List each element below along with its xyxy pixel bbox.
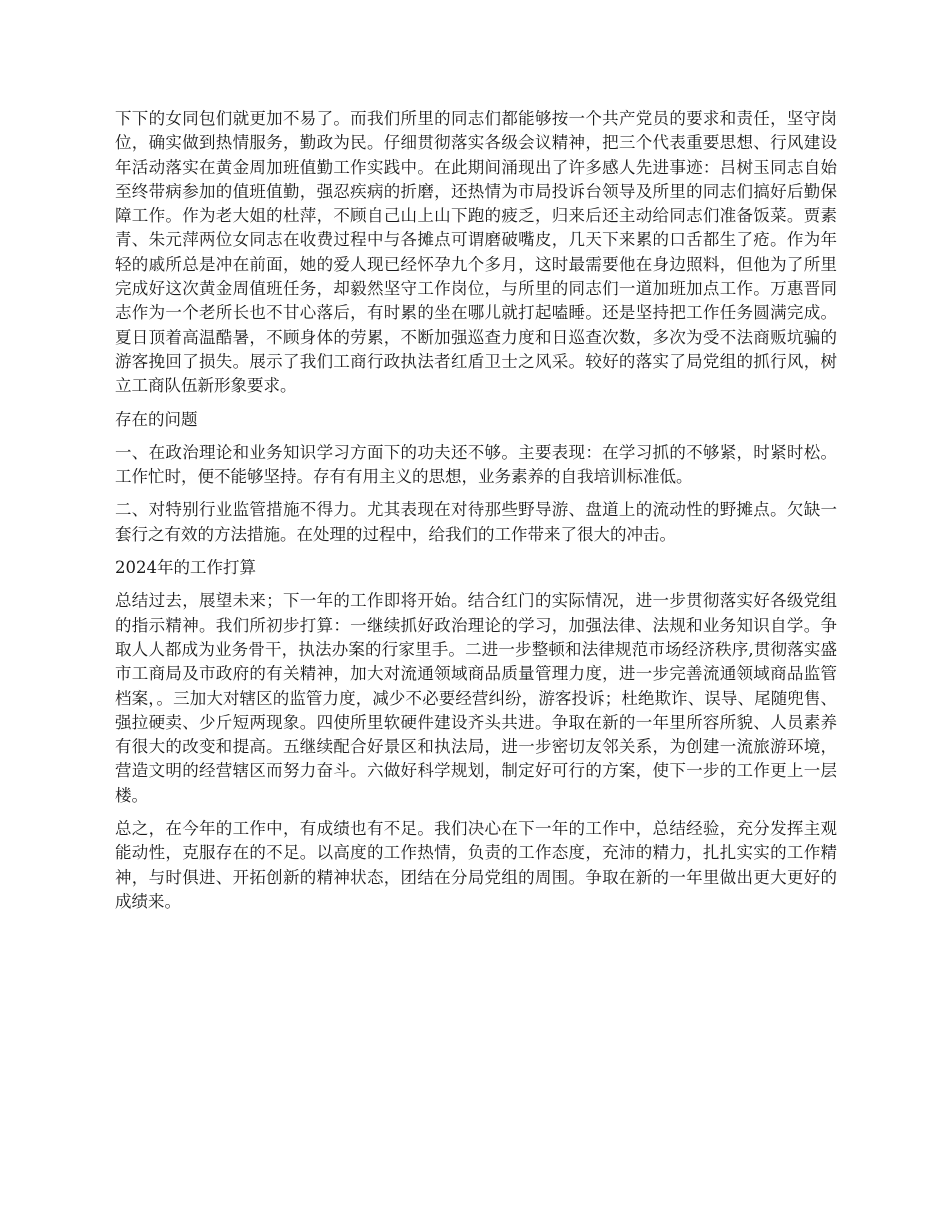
paragraph-problem-2: 二、对特别行业监管措施不得力。尤其表现在对待那些野导游、盘道上的流动性的野摊点。欠缺一套行之有效的方法措施。在处理的过程中，给我们的工作带来了很大的冲击。 (115, 500, 837, 544)
paragraph-conclusion: 总之，在今年的工作中，有成绩也有不足。我们决心在下一年的工作中，总结经验，充分发挥主观能动性，克服存在的不足。以高度的工作热情，负责的工作态度，充沛的精力，扎扎实实的工作精神，与时俱进、开拓创新的精神状态，团结在分局党组的周围。争取在新的一年里做出更大更好的成绩来。 (115, 819, 837, 911)
paragraph-problem-1: 一、在政治理论和业务知识学习方面下的功夫还不够。主要表现：在学习抓的不够紧，时紧时松。工作忙时，便不能够坚持。存有有用主义的思想，业务素养的自我培训标准低。 (115, 442, 837, 487)
section-heading-plan: 2024年的工作打算 (115, 558, 256, 578)
paragraph-achievements: 下下的女同包们就更加不易了。而我们所里的同志们都能够按一个共产党员的要求和责任，坚守岗位，确实做到热情服务，勤政为民。仔细贯彻落实各级会议精神，把三个代表重要思想、行风建设年活动落实在黄金周加班值勤工作实践中。在此期间涌现出了许多感人先进事迹：吕树玉同志自始至终带病参加的值班值勤，强忍疾病的折磨，还热情为市局投诉台领导及所里的同志们搞好后勤保障工作。作为老大姐的杜萍，不顾自己山上山下跑的疲乏，归来后还主动给同志们准备饭菜。贾素青、朱元萍两位女同志在收费过程中与各摊点可谓磨破嘴皮，几天下来累的口舌都生了疮。作为年轻的戚所总是冲在前面，她的爱人现已经怀孕九个多月，这时最需要他在身边照料，但他为了所里完成好这次黄金周值班任务，却毅然坚守工作岗位，与所里的同志们一道加班加点工作。万惠晋同志作为一个老所长也不甘心落后，有时累的坐在哪儿就打起嗑睡。还是坚持把工作任务圆满完成。夏日顶着高温酷暑，不顾身体的劳累，不断加强巡查力度和日巡查次数，多次为受不法商贩坑骗的游客挽回了损失。展示了我们工商行政执法者红盾卫士之风采。较好的落实了局党组的抓行风，树立工商队伍新形象要求。 (115, 109, 837, 396)
document-body (115, 107, 837, 923)
section-heading-problems: 存在的问题 (115, 409, 198, 429)
paragraph-plan: 总结过去，展望未来；下一年的工作即将开始。结合红门的实际情况，进一步贯彻落实好各级党组的指示精神。我们所初步打算：一继续抓好政治理论的学习，加强法律、法规和业务知识自学。争取人人都成为业务骨干，执法办案的行家里手。二进一步整顿和法律规范市场经济秩序,贯彻落实盛市工商局及市政府的有关精神，加大对流通领域商品质量管理力度，进一步完善流通领域商品监管档案，。三加大对辖区的监管力度，减少不必要经营纠纷，游客投诉；杜绝欺诈、误导、尾随兜售、强拉硬卖、少斤短两现象。四使所里软硬件建设齐头共进。争取在新的一年里所容所貌、人员素养有很大的改变和提高。五继续配合好景区和执法局，进一步密切友邻关系，为创建一流旅游环境，营造文明的经营辖区而努力奋斗。六做好科学规划，制定好可行的方案，使下一步的工作更上一层楼。 (115, 591, 837, 805)
